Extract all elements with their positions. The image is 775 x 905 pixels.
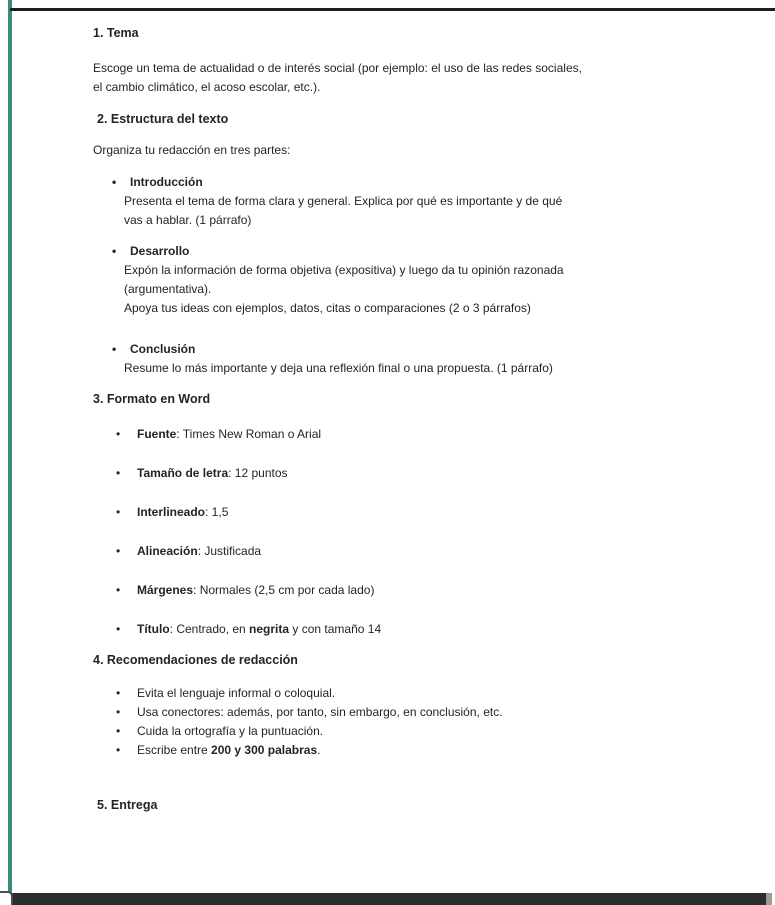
list-item-conectores <box>93 703 705 722</box>
document-top-border <box>10 8 775 11</box>
tema-line-1: Escoge un tema de actualidad o de interés social (por ejemplo: el uso de las redes sociales, <box>93 61 582 75</box>
item-label: Tamaño de letra <box>137 466 229 480</box>
desc-line: Expón la información de forma objetiva (expositiva) y luego da tu opinión razonada <box>124 263 564 277</box>
item-description <box>124 359 705 378</box>
desc-line: Apoya tus ideas con ejemplos, datos, citas o comparaciones (2 o 3 párrafos) <box>124 301 531 315</box>
taskbar-right-edge <box>766 893 772 905</box>
bottom-taskbar <box>10 893 766 905</box>
item-value: : 12 puntos <box>228 466 288 480</box>
list-item-palabras <box>93 741 705 760</box>
section-heading-recomendaciones: 4. Recomendaciones de redacción <box>93 653 298 667</box>
item-text: Evita el lenguaje informal o coloquial. <box>137 686 336 700</box>
desc-line: Presenta el tema de forma clara y general. Explica por qué es importante y de qué <box>124 194 563 208</box>
item-title: Desarrollo <box>130 244 190 258</box>
item-value: : Times New Roman o Arial <box>176 427 322 441</box>
item-description <box>124 261 705 318</box>
list-item-lenguaje <box>93 684 705 703</box>
tema-paragraph <box>93 59 705 97</box>
estructura-list <box>93 173 705 378</box>
section-heading-entrega: 5. Entrega <box>97 798 158 812</box>
section-heading-tema: 1. Tema <box>93 26 139 40</box>
list-item-margenes <box>93 581 705 600</box>
tema-line-2: el cambio climático, el acoso escolar, etc.). <box>93 80 321 94</box>
list-item-fuente <box>93 425 705 444</box>
partial-corner-element <box>0 891 13 905</box>
item-title: Introducción <box>130 175 203 189</box>
item-value: : 1,5 <box>205 505 229 519</box>
item-value: : Normales (2,5 cm por cada lado) <box>193 583 375 597</box>
list-item-conclusion <box>93 340 705 378</box>
item-label: Márgenes <box>137 583 194 597</box>
item-label: Título <box>137 622 170 636</box>
desc-line: vas a hablar. (1 párrafo) <box>124 213 252 227</box>
formato-list <box>93 425 705 639</box>
list-item-titulo <box>93 620 705 639</box>
recomendaciones-list <box>93 684 705 760</box>
item-title: Conclusión <box>130 342 196 356</box>
item-label: Fuente <box>137 427 177 441</box>
item-value: : Justificada <box>197 544 262 558</box>
item-text-pre: Escribe entre <box>137 743 212 757</box>
list-item-introduccion <box>93 173 705 230</box>
item-label: Alineación <box>137 544 198 558</box>
list-item-alineacion <box>93 542 705 561</box>
item-text: Cuida la ortografía y la puntuación. <box>137 724 324 738</box>
window-left-edge-accent <box>8 0 12 893</box>
document-page <box>0 11 775 815</box>
section-heading-estructura: 2. Estructura del texto <box>97 112 229 126</box>
list-item-interlineado <box>93 503 705 522</box>
list-item-tamano <box>93 464 705 483</box>
section-heading-formato: 3. Formato en Word <box>93 392 211 406</box>
list-item-desarrollo <box>93 242 705 318</box>
item-value-pre: : Centrado, en <box>169 622 250 636</box>
item-label: Interlineado <box>137 505 206 519</box>
item-bold-word: negrita <box>249 622 290 636</box>
item-text: Usa conectores: además, por tanto, sin embargo, en conclusión, etc. <box>137 705 503 719</box>
item-text-post: . <box>317 743 321 757</box>
desc-line: (argumentativa). <box>124 282 212 296</box>
estructura-intro: Organiza tu redacción en tres partes: <box>93 143 291 157</box>
item-value-post: y con tamaño 14 <box>289 622 382 636</box>
list-item-ortografia <box>93 722 705 741</box>
item-bold-range: 200 y 300 palabras <box>211 743 318 757</box>
desc-line: Resume lo más importante y deja una reflexión final o una propuesta. (1 párrafo) <box>124 361 553 375</box>
item-description <box>124 192 705 230</box>
